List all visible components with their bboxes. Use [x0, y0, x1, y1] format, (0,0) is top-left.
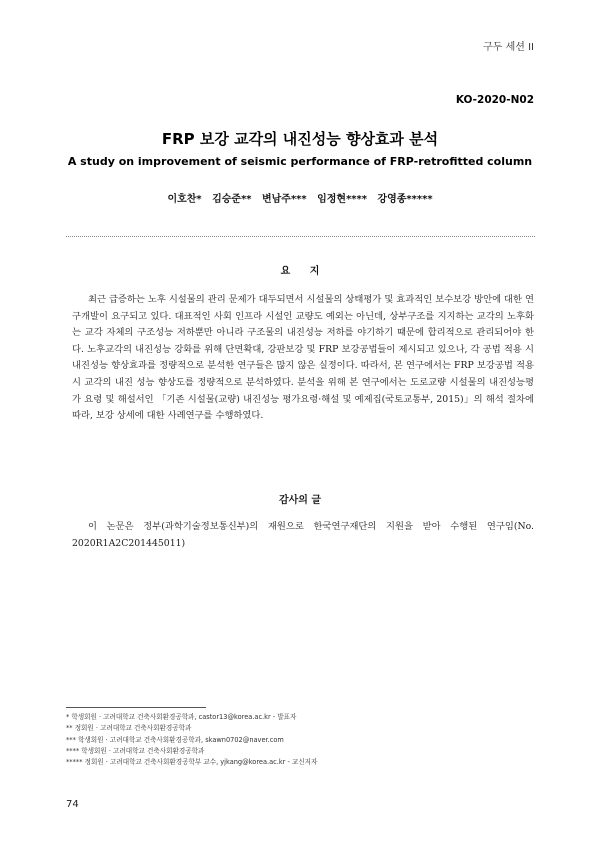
footnote-rule — [66, 707, 206, 708]
footnotes — [66, 712, 536, 768]
title-english: A study on improvement of seismic performance of FRP-retrofitted column — [67, 155, 533, 168]
paper-code: KO-2020-N02 — [455, 94, 534, 106]
footnote-4: **** 학생회원 · 고려대학교 건축사회환경공학과 — [66, 746, 205, 755]
title-korean: FRP 보강 교각의 내진성능 향상효과 분석 — [161, 130, 439, 148]
acknowledgement-heading: 감사의 글 — [278, 495, 322, 506]
dotted-divider — [66, 236, 535, 237]
footnote-1: * 학생회원 · 고려대학교 건축사회환경공학과, castor13@korea.ac.kr - 발표자 — [66, 713, 297, 721]
page-number: 74 — [66, 799, 79, 810]
footnote-2: ** 정회원 · 고려대학교 건축사회환경공학과 — [66, 724, 192, 733]
footnote-5: ***** 정회원 · 고려대학교 건축사회환경공학부 교수, yjkang@korea.ac.kr - 교신저자 — [66, 758, 318, 767]
acknowledgement-body: 이 논문은 정부(과학기술정보통신부)의 재원으로 한국연구재단의 지원을 받아 수행된 연구임(No. 2020R1A2C201445011) — [72, 521, 534, 549]
session-label: 구두 세션 II — [483, 42, 534, 53]
abstract-body: 최근 급증하는 노후 시설물의 관리 문제가 대두되면서 시설물의 상태평가 및 효과적인 보수보강 방안에 대한 연구개발이 요구되고 있다. 대표적인 사회 인프라 시설인 교량도 예외는 아닌데, 상부구조를 지지하는 교각의 노후화는 교각 자체의 구조성능 저하뿐만 아니라 구조물의 내진성능 저하를 야기하기 때문에 합리적으로 관리되어야 한다. 노후교각의 내진성능 강화를 위해 단면확대, 강판보강 및 FRP 보강공법들이 제시되고 있으나, 각 공법 적용 시 내진성능 향상효과를 정량적으로 분석한 연구들은 많지 않은 실정이다. 따라서, 본 연구에서는 FRP 보강공법 적용 시 교각의 내진 성능 향상도를 정량적으로 분석하였다. 분석을 위해 본 연구에서는 도로교량 시설물의 내진성능평가 요령 및 해설서인 「기존 시설물(교량) 내진성능 평가요령·해설 및 예제집(국토교통부, 2015)」의 해석 절차에 따라, 보강 상세에 대한 사례연구를 수행하였다. — [72, 294, 534, 422]
abstract-heading: 요 지 — [280, 266, 328, 277]
footnote-3: *** 학생회원 · 고려대학교 건축사회환경공학과, skawn0702@naver.com — [66, 735, 284, 744]
author-list: 이호찬* 김승준** 변남주*** 임정현**** 강영종***** — [167, 194, 433, 205]
